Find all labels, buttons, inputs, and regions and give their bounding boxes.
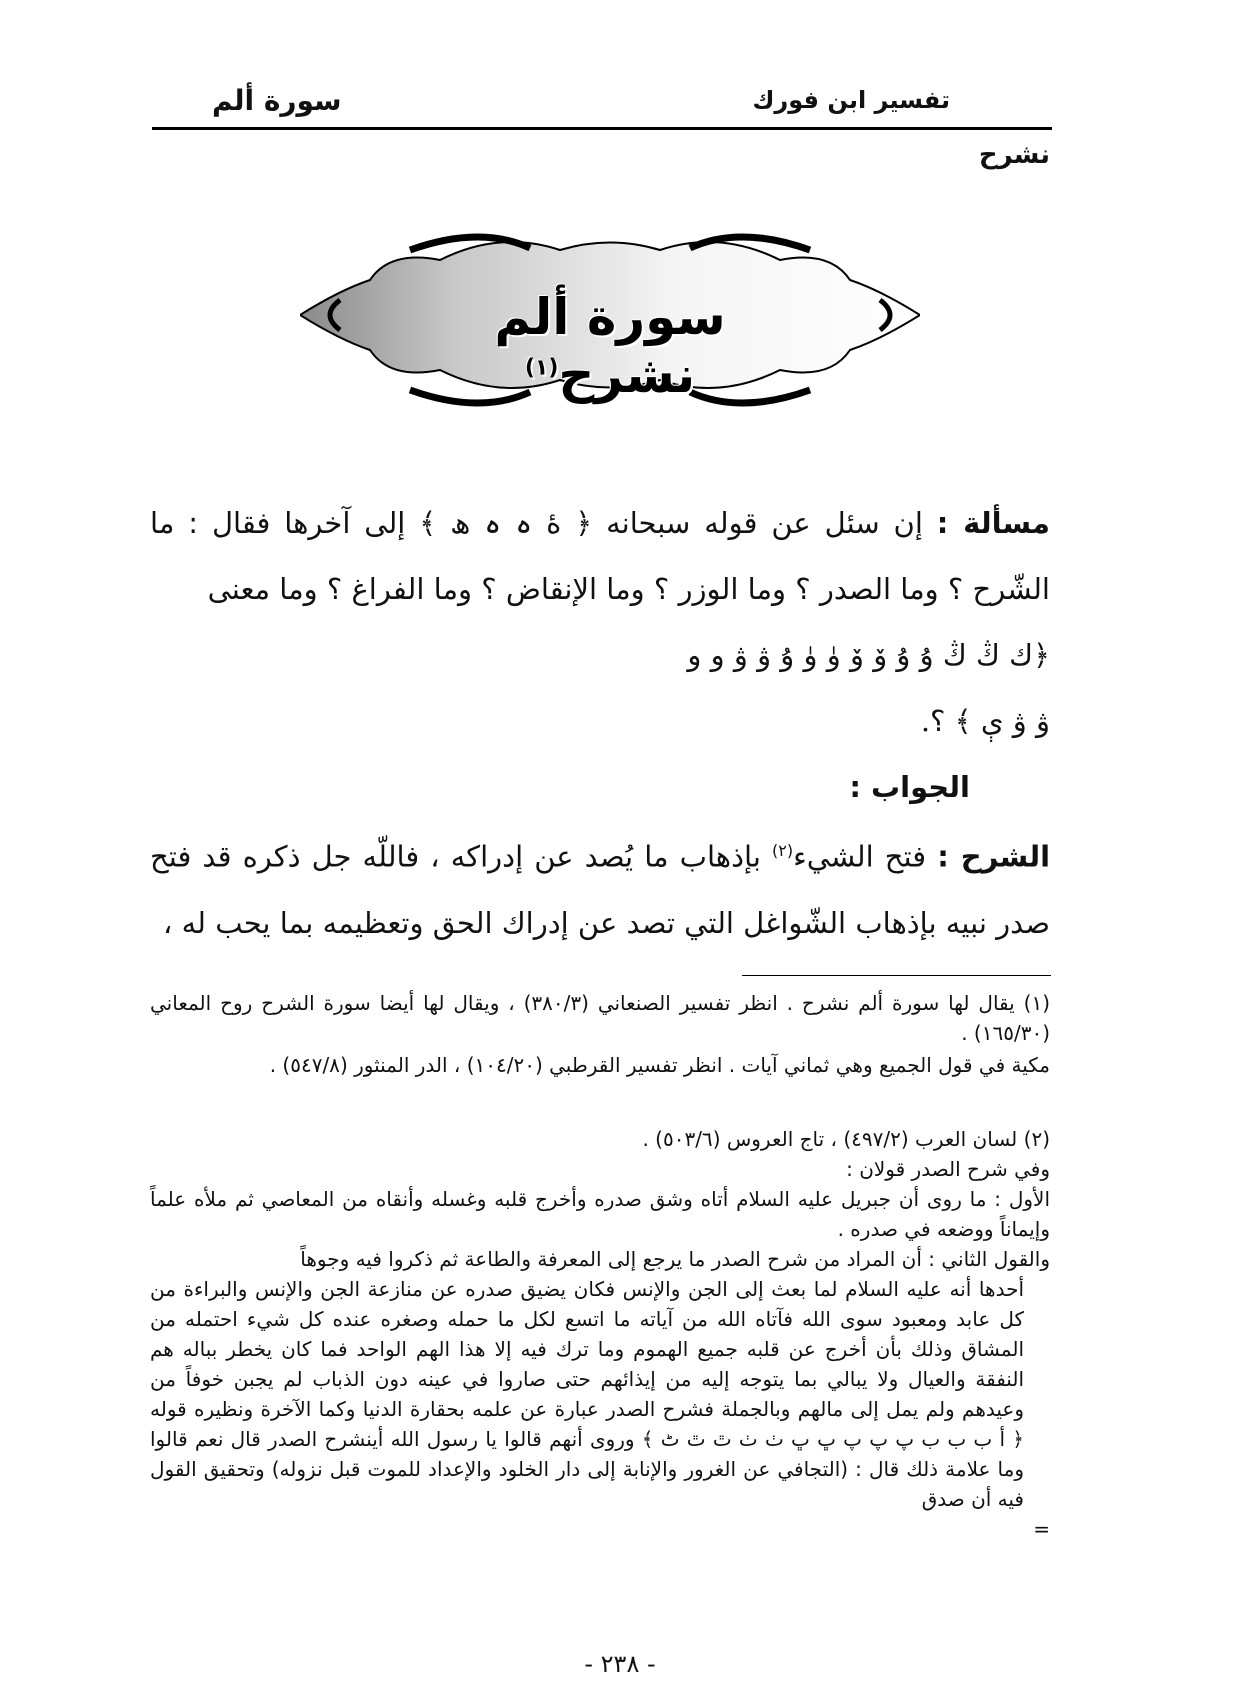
question-text-b: ﴾ إلى آخرها فقال : ما الشّرح ؟ وما الصدر ؟ وما الوزر ؟ وما الإنقاض ؟ وما الفراغ ؟ وما معنى <box>150 506 1050 606</box>
footnote-2-line-2: وفي شرح الصدر قولان : <box>846 1157 1050 1181</box>
footnote-1-line-2: مكية في قول الجميع وهي ثماني آيات . انظر تفسير القرطبي (١٠٤/٢٠) ، الدر المنثور (٥٤٧/٨) . <box>269 1053 1050 1077</box>
page-number: - ٢٣٨ - <box>584 1650 656 1678</box>
header-rule <box>152 127 1052 130</box>
surah-title <box>420 288 800 404</box>
running-header-surah-title: سورة ألم <box>212 84 342 117</box>
footnote-rule <box>742 975 1051 976</box>
answer-label: الجواب : <box>849 770 970 804</box>
footnote-1 <box>150 988 1050 1048</box>
question-text-a: إن سئل عن قوله سبحانه ﴿ <box>575 506 923 540</box>
question-label: مسألة : <box>936 506 1051 540</box>
header-continuation-word: نشرح <box>978 140 1050 170</box>
surah-title-text: سورة ألم نشرح <box>494 288 726 404</box>
quran-glyphs-line-3: ﴿ك ڭ ڭ ۇ ۇ ۆ ۆ ۈ ۈ ۇ ۋ ۋ و و <box>687 638 1050 672</box>
answer-heading <box>150 754 970 820</box>
sharh-text-b: بإذهاب ما يُصد عن إدراكه ، فاللّه جل ذكره قد فتح صدر نبيه بإذهاب الشّواغل التي تصد عن إدراك الحق وتعظيمه بما يحب له ، <box>150 839 1050 940</box>
footnote-2-second-opinion-body: أحدها أنه عليه السلام لما بعث إلى الجن والإنس فكان يضيق صدره عن منازعة الجن والإنس والبراءة من كل عابد ومعبود سوى الله فآتاه الله من آياته ما اتسع لكل ما حمله وصغره عنده كل شيء احتمله من المشاق وذلك بأن أخرج عن قلبه جميع الهموم وما ترك فيه إلا هذا الهم الواحد فما كان يخطر بباله هم النفقة والعيال ولا يبالي بما يتوجه إليه من إيذائهم حتى صاروا في عينه دون الذباب لم يجبن خوفاً من وعيدهم ولم يمل إلى مالهم وبالجملة فشرح الصدر عبارة عن علمه بحقارة الدنيا وكما الآخرة ونظيره قوله ﴿ أ ب ب ب پ پ پ ڀ ڀ ٺ ٺ ٿ ٿ ٹ ﴾ وروى أنهم قالوا يا رسول الله أينشرح الصدر قال نعم قالوا وما علامة ذلك قال : (التجافي عن الغرور والإنابة إلى دار الخلود والإعداد للموت قبل نزوله) وتحقيق القول فيه أن صدق <box>150 1277 1024 1511</box>
quran-glyphs-line-4: ۋ ۋ ې ﴾ ؟. <box>920 704 1050 738</box>
sharh-label: الشرح : <box>937 839 1051 874</box>
surah-title-footnote-marker: (١) <box>524 355 559 381</box>
footnote-2-second-opinion-intro: والقول الثاني : أن المراد من شرح الصدر ما يرجع إلى المعرفة والطاعة ثم ذكروا فيه وجوهاً <box>300 1247 1050 1271</box>
quran-glyphs-a: ۀ ہ ہ ھ <box>450 506 562 540</box>
footnote-continuation-mark: = <box>1033 1517 1050 1541</box>
sharh-text-a: فتح الشيء <box>793 839 927 874</box>
footnote-2-line-1: (٢) لسان العرب (٤٩٧/٢) ، تاج العروس (٥٠٣/٦) . <box>642 1127 1050 1151</box>
footnote-2 <box>150 1124 1050 1544</box>
footnote-1-line-1: (١) يقال لها سورة ألم نشرح . انظر تفسير الصنعاني (٣٨٠/٣) ، ويقال لها أيضا سورة الشرح روح المعاني (١٦٥/٣٠) . <box>150 991 1050 1045</box>
question-paragraph <box>150 490 1050 622</box>
footnote-2-first-opinion: الأول : ما روى أن جبريل عليه السلام أتاه وشق صدره وأخرج قلبه وغسله وأنقاه من المعاصي ثم ملأه علماً وإيماناً ووضعه في صدره . <box>150 1187 1050 1241</box>
running-header-book-title: تفسير ابن فورك <box>752 86 950 114</box>
sharh-footnote-marker: (٢) <box>772 841 794 860</box>
explanation-paragraph <box>150 818 1050 956</box>
footnote-1-continued <box>150 1050 1050 1080</box>
